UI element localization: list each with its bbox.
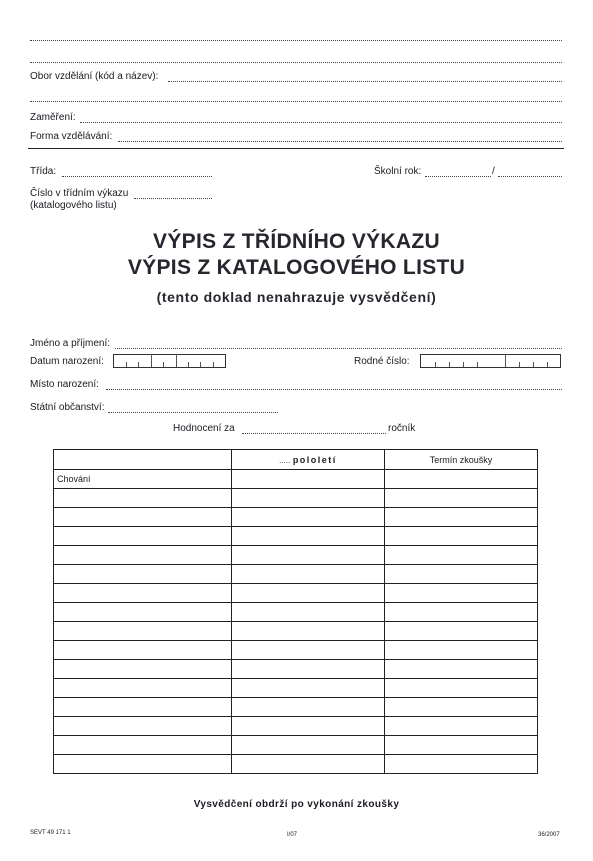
grade-cell[interactable] (232, 679, 385, 698)
termin-cell[interactable] (385, 527, 538, 546)
header-pololeti-prefix: ..... (279, 455, 291, 465)
header-divider (28, 148, 564, 149)
termin-cell[interactable] (385, 489, 538, 508)
table-row (54, 565, 538, 584)
table-row (54, 603, 538, 622)
skolni-rok-label: Školní rok: (374, 166, 422, 177)
jmeno-label: Jméno a příjmení: (30, 338, 111, 349)
cislo-sublabel: (katalogového listu) (30, 200, 117, 211)
subject-cell[interactable] (54, 489, 232, 508)
termin-cell[interactable] (385, 470, 538, 492)
title-line-2: VÝPIS Z KATALOGOVÉHO LISTU (127, 256, 466, 279)
grade-cell[interactable] (232, 736, 385, 755)
subject-cell[interactable] (54, 717, 232, 736)
termin-dash: – (390, 485, 394, 492)
grade-cell[interactable] (232, 508, 385, 527)
table-row (54, 736, 538, 755)
grade-cell[interactable] (232, 565, 385, 584)
title-line-1: VÝPIS Z TŘÍDNÍHO VÝKAZU (153, 230, 440, 253)
zamereni-label: Zaměření: (30, 112, 76, 123)
zamereni-field[interactable] (80, 122, 562, 123)
header-subject (54, 450, 232, 470)
trida-field[interactable] (62, 176, 212, 177)
obor-field[interactable] (168, 81, 562, 82)
subject-cell[interactable] (54, 698, 232, 717)
misto-narozeni-label: Místo narození: (30, 379, 99, 390)
subject-cell[interactable] (54, 736, 232, 755)
table-row (54, 546, 538, 565)
misto-narozeni-field[interactable] (106, 389, 562, 390)
termin-cell[interactable] (385, 546, 538, 565)
form-code-right: 36/2007 (538, 832, 560, 838)
form-code-left: SEVT 49 171 1 (30, 830, 71, 836)
table-header-row (54, 450, 538, 470)
obor-label: Obor vzdělání (kód a název): (30, 71, 159, 82)
rodne-cislo-label: Rodné číslo: (354, 356, 410, 367)
hodnoceni-field[interactable] (242, 433, 386, 434)
grade-cell[interactable] (232, 755, 385, 774)
termin-cell[interactable] (385, 508, 538, 527)
termin-cell[interactable] (385, 622, 538, 641)
rocnik-label: ročník (388, 423, 416, 434)
footer-note: Vysvědčení obdrží po vykonání zkoušky (193, 799, 400, 810)
termin-cell[interactable] (385, 717, 538, 736)
subject-cell[interactable] (54, 755, 232, 774)
grade-cell[interactable] (232, 603, 385, 622)
cislo-label: Číslo v třídním výkazu (30, 188, 129, 199)
subject-cell[interactable] (54, 546, 232, 565)
header-pololeti-label: pololetí (292, 454, 337, 465)
subject-cell[interactable] (54, 584, 232, 603)
table-row (54, 489, 538, 508)
table-row (54, 508, 538, 527)
termin-cell[interactable] (385, 603, 538, 622)
trida-label: Třída: (30, 166, 57, 177)
termin-cell[interactable] (385, 698, 538, 717)
datum-narozeni-box[interactable] (113, 354, 226, 368)
table-row (54, 660, 538, 679)
grades-table (53, 449, 538, 774)
grade-cell[interactable] (232, 717, 385, 736)
grade-cell[interactable] (232, 489, 385, 508)
forma-field[interactable] (118, 141, 562, 142)
subject-cell[interactable] (54, 508, 232, 527)
subject-cell[interactable] (54, 565, 232, 584)
table-row (54, 622, 538, 641)
grade-cell[interactable] (232, 546, 385, 565)
termin-cell[interactable] (385, 660, 538, 679)
subject-cell[interactable] (54, 641, 232, 660)
termin-cell[interactable] (385, 679, 538, 698)
termin-cell[interactable] (385, 755, 538, 774)
subject-cell[interactable] (54, 660, 232, 679)
rodne-cislo-box[interactable] (420, 354, 561, 368)
title-subtitle: (tento doklad nenahrazuje vysvědčení) (156, 289, 437, 305)
obor-field-line-2[interactable] (30, 101, 562, 102)
subject-cell[interactable] (54, 527, 232, 546)
header-pololeti (232, 450, 385, 470)
top-dotted-line-1 (30, 40, 562, 41)
top-dotted-line-2 (30, 62, 562, 63)
skolni-rok-from-field[interactable] (425, 176, 491, 177)
termin-cell[interactable] (385, 736, 538, 755)
obcanstvi-field[interactable] (108, 412, 278, 413)
row-label-chovani: Chování (54, 470, 232, 489)
grade-cell[interactable] (232, 470, 385, 489)
skolni-rok-slash: / (492, 166, 495, 177)
form-code-center: I/07 (287, 832, 298, 838)
table-row (54, 584, 538, 603)
grade-cell[interactable] (232, 584, 385, 603)
table-row (54, 698, 538, 717)
hodnoceni-label: Hodnocení za (173, 423, 235, 434)
cislo-field[interactable] (134, 198, 212, 199)
termin-cell[interactable] (385, 641, 538, 660)
skolni-rok-to-field[interactable] (498, 176, 562, 177)
grade-cell[interactable] (232, 527, 385, 546)
table-row (54, 755, 538, 774)
grade-cell[interactable] (232, 641, 385, 660)
table-row (54, 527, 538, 546)
table-row (54, 717, 538, 736)
termin-cell[interactable] (385, 584, 538, 603)
grade-cell[interactable] (232, 622, 385, 641)
grade-cell[interactable] (232, 698, 385, 717)
table-row (54, 470, 538, 489)
jmeno-field[interactable] (115, 348, 562, 349)
obcanstvi-label: Státní občanství: (30, 402, 105, 413)
subject-cell[interactable] (54, 603, 232, 622)
forma-label: Forma vzdělávání: (30, 131, 113, 142)
header-termin: Termín zkoušky (385, 450, 538, 470)
termin-cell[interactable] (385, 565, 538, 584)
datum-narozeni-label: Datum narození: (30, 356, 104, 367)
table-row (54, 641, 538, 660)
subject-cell[interactable] (54, 622, 232, 641)
subject-cell[interactable] (54, 679, 232, 698)
table-row (54, 679, 538, 698)
grade-cell[interactable] (232, 660, 385, 679)
